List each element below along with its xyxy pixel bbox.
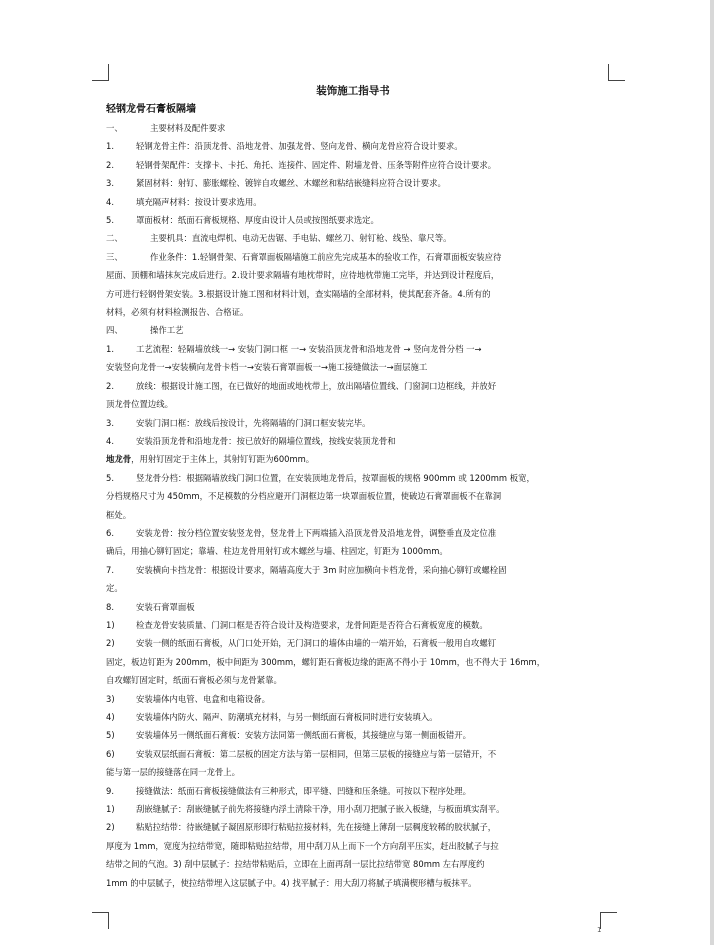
line-text: 安装龙骨：按分档位置安装竖龙骨，竖龙骨上下两端插入沿顶龙骨及沿地龙骨，调整垂直及定位准 xyxy=(136,527,497,538)
text-line xyxy=(106,266,608,284)
item-number: 1) xyxy=(106,619,115,630)
line-text: 粘贴拉结带：待嵌缝腻子凝固原形即行粘贴拉接材料，先在接缝上薄刮一层稠度较稀的胶状腻子， xyxy=(136,822,497,833)
text-line xyxy=(106,450,608,468)
line-text: 分档规格尺寸为 450mm，不足模数的分档应避开门洞框边第一块罩面板位置，使破边石膏罩面板不在靠洞 xyxy=(106,491,502,502)
item-number: 3. xyxy=(106,178,114,189)
line-text: 罩面板材：纸面石膏板规格、厚度由设计人员或按图纸要求选定。 xyxy=(136,215,379,226)
text-line xyxy=(106,414,608,432)
text-line xyxy=(106,321,608,339)
text-line xyxy=(106,524,608,542)
item-number: 1) xyxy=(106,804,115,815)
text-line xyxy=(106,377,608,395)
text-line xyxy=(106,303,608,321)
page-edge xyxy=(710,0,714,945)
item-number: 5. xyxy=(106,215,114,226)
line-text: 框处。 xyxy=(106,509,132,520)
text-line xyxy=(106,874,608,892)
text-line xyxy=(106,432,608,450)
text-line xyxy=(106,469,608,487)
line-text: 安装竖向龙骨一→安装横向龙骨卡档一→安装石膏罩面板一→施工接缝做法一→面层施工 xyxy=(106,362,428,373)
crop-mark-bottom-left xyxy=(92,912,109,929)
line-text: 刮嵌缝腻子：刮嵌缝腻子前先将接缝内浮土清除干净，用小刮刀把腻子嵌入板缝，与板面填实刮平。 xyxy=(136,804,505,815)
line-text: 地龙骨，用射钉固定于主体上，其射钉钉距为600mm。 xyxy=(106,454,315,465)
text-line xyxy=(106,634,608,652)
line-text: 安装一侧的纸面石膏板，从门口处开始，无门洞口的墙体由墙的一端开始，石膏板一般用自攻螺钉 xyxy=(136,638,497,649)
text-line xyxy=(106,782,608,800)
line-text: 主要材料及配件要求 xyxy=(150,123,226,133)
item-number: 4) xyxy=(106,712,115,722)
line-text: 安装墙体另一侧纸面石膏板：安装方法同第一侧纸面石膏板，其接缝应与第一侧面板错开。 xyxy=(136,730,471,741)
text-line xyxy=(106,818,608,836)
text-line xyxy=(106,211,608,229)
line-text: 确后，用抽心铆钉固定；靠墙、柱边龙骨用射钉或木螺丝与墙、柱固定，钉距为 1000mm。 xyxy=(106,546,448,557)
line-text: 顶龙骨位置边线。 xyxy=(106,399,173,410)
text-line xyxy=(106,229,608,247)
line-text: 工艺流程：轻隔墙放线一→ 安装门洞口框 一→ 安装沿顶龙骨和沿地龙骨 → 竖向龙骨分档 一→ xyxy=(136,343,482,354)
crop-mark-top-right xyxy=(608,64,625,81)
item-number: 6) xyxy=(106,748,115,759)
text-line xyxy=(106,487,608,505)
item-number: 二、 xyxy=(106,233,123,244)
line-text: 紧固材料：射钉、膨胀螺栓、镀锌自攻螺丝、木螺丝和粘结嵌缝料应符合设计要求。 xyxy=(136,178,446,189)
item-number: 2. xyxy=(106,380,114,391)
text-line xyxy=(106,358,608,376)
line-text: 安装墙体内电管、电盒和电箱设备。 xyxy=(136,693,270,704)
text-line xyxy=(106,763,608,781)
paragraph-lines xyxy=(106,119,608,892)
item-number: 2. xyxy=(106,159,114,170)
item-number: 2) xyxy=(106,822,115,833)
document-title: 装饰施工指导书 xyxy=(316,85,390,97)
text-line xyxy=(106,800,608,818)
text-line xyxy=(106,653,608,671)
text-line xyxy=(106,395,608,413)
item-number: 5. xyxy=(106,472,114,483)
text-line xyxy=(106,598,608,616)
line-text: 能与第一层的接缝落在同一龙骨上。 xyxy=(106,767,240,778)
text-line xyxy=(106,708,608,726)
text-line xyxy=(106,726,608,744)
item-number: 5) xyxy=(106,730,115,741)
text-line xyxy=(106,542,608,560)
line-text: 固定，板边钉距为 200mm，板中间距为 300mm，螺钉距石膏板边缘的距离不得小于 10mm，也不得大于 16mm， xyxy=(106,656,546,667)
text-line xyxy=(106,855,608,873)
text-line xyxy=(106,119,608,137)
item-number: 6. xyxy=(106,527,114,538)
line-text: 屋面、顶棚和墙抹灰完成后进行。2.设计要求隔墙有地枕带时，应待地枕带施工完毕，并达到设计程度后， xyxy=(106,270,500,281)
page-number: 1 xyxy=(597,926,602,934)
text-line xyxy=(106,340,608,358)
line-text: 安装门洞口框：放线后按设计，先将隔墙的门洞口框安装完毕。 xyxy=(136,417,371,428)
line-text: 材料，必须有材料检测报告、合格证。 xyxy=(106,307,249,318)
line-text: 主要机具：直流电焊机、电动无齿锯、手电钻、螺丝刀、射钉枪、线坠、靠尺等。 xyxy=(150,233,452,244)
text-line xyxy=(106,579,608,597)
line-text: 接缝做法：纸面石膏板接缝做法有三种形式，即平缝、凹缝和压条缝。可按以下程序处理。 xyxy=(136,785,471,796)
item-number: 9. xyxy=(106,785,114,796)
item-number: 4. xyxy=(106,196,114,207)
text-line xyxy=(106,137,608,155)
document-body xyxy=(106,82,608,892)
line-text: 方可进行轻钢骨架安装。3.根据设计施工图和材料计划，查实隔墙的全部材料，使其配套齐备。4.所有的 xyxy=(106,288,491,299)
text-line xyxy=(106,837,608,855)
line-text: 安装双层纸面石膏板：第二层板的固定方法与第一层相同，但第三层板的接缝应与第一层错开，不 xyxy=(136,748,497,759)
line-text: 结带之间的气泡。3) 刮中层腻子：拉结带粘贴后，立即在上面再刮一层比拉结带宽 80mm 左右厚度约 xyxy=(106,859,485,870)
line-text: 安装横向卡挡龙骨：根据设计要求，隔墙高度大于 3m 时应加横向卡档龙骨，采向抽心铆钉或螺栓固 xyxy=(136,564,507,575)
item-number: 四、 xyxy=(106,325,123,336)
line-text: 轻钢骨架配件：支撑卡、卡托、角托、连接件、固定件、附墙龙骨、压条等附件应符合设计要求。 xyxy=(136,159,497,170)
text-line xyxy=(106,745,608,763)
text-line xyxy=(106,616,608,634)
text-line xyxy=(106,174,608,192)
crop-mark-top-left xyxy=(92,64,109,81)
text-line xyxy=(106,285,608,303)
item-number: 1. xyxy=(106,343,114,354)
line-text: 检查龙骨安装质量、门洞口框是否符合设计及构造要求，龙骨间距是否符合石膏板宽度的模数。 xyxy=(136,619,488,630)
line-text: 作业条件：1.轻钢骨架、石膏罩面板隔墙施工前应先完成基本的验收工作，石膏罩面板安装应待 xyxy=(150,251,502,262)
crop-mark-bottom-right xyxy=(600,912,617,929)
item-number: 8. xyxy=(106,601,114,612)
line-text: 1mm 的中层腻子，使拉结带埋入这层腻子中。4) 找平腻子：用大刮刀将腻子填满楔形槽与板抹平。 xyxy=(106,877,477,888)
line-text: 安装沿顶龙骨和沿地龙骨：按已放好的隔墙位置线，按线安装顶龙骨和 xyxy=(136,435,396,446)
line-text: 厚度为 1mm，宽度为拉结带宽，随即粘贴拉结带，用中刮刀从上而下一个方向刮平压实，赶出胶腻子与拉 xyxy=(106,840,499,851)
line-text: 操作工艺 xyxy=(150,325,184,336)
text-line xyxy=(106,561,608,579)
text-line xyxy=(106,671,608,689)
text-line xyxy=(106,506,608,524)
item-number: 4. xyxy=(106,435,114,446)
line-text: 竖龙骨分档：根据隔墙放线门洞口位置，在安装顶地龙骨后，按罩面板的规格 900mm 或 1200mm 板宽， xyxy=(136,472,535,483)
text-line xyxy=(106,248,608,266)
item-number: 三、 xyxy=(106,251,123,262)
item-number: 2) xyxy=(106,638,115,649)
item-number: 1. xyxy=(106,141,114,152)
item-number: 3) xyxy=(106,693,115,704)
line-text: 放线：根据设计施工图，在已做好的地面或地枕带上，放出隔墙位置线、门窗洞口边框线，并放好 xyxy=(136,380,497,391)
item-number: 7. xyxy=(106,564,114,575)
line-text: 轻钢龙骨主件：沿顶龙骨、沿地龙骨、加强龙骨、竖向龙骨、横向龙骨应符合设计要求。 xyxy=(136,141,463,152)
line-text: 自攻螺钉固定时，纸面石膏板必须与龙骨紧靠。 xyxy=(106,675,282,686)
item-number: 一、 xyxy=(106,123,123,133)
text-line xyxy=(106,156,608,174)
line-text: 安装墙体内防火、隔声、防潮填充材料，与另一侧纸面石膏板同时进行安装填入。 xyxy=(136,712,438,722)
text-line xyxy=(106,690,608,708)
line-text: 定。 xyxy=(106,583,123,594)
line-text: 填充隔声材料：按设计要求选用。 xyxy=(136,196,262,207)
item-number: 3. xyxy=(106,417,114,428)
section-heading: 轻钢龙骨石膏板隔墙 xyxy=(106,104,196,115)
text-line xyxy=(106,193,608,211)
line-text: 安装石膏罩面板 xyxy=(136,601,195,612)
